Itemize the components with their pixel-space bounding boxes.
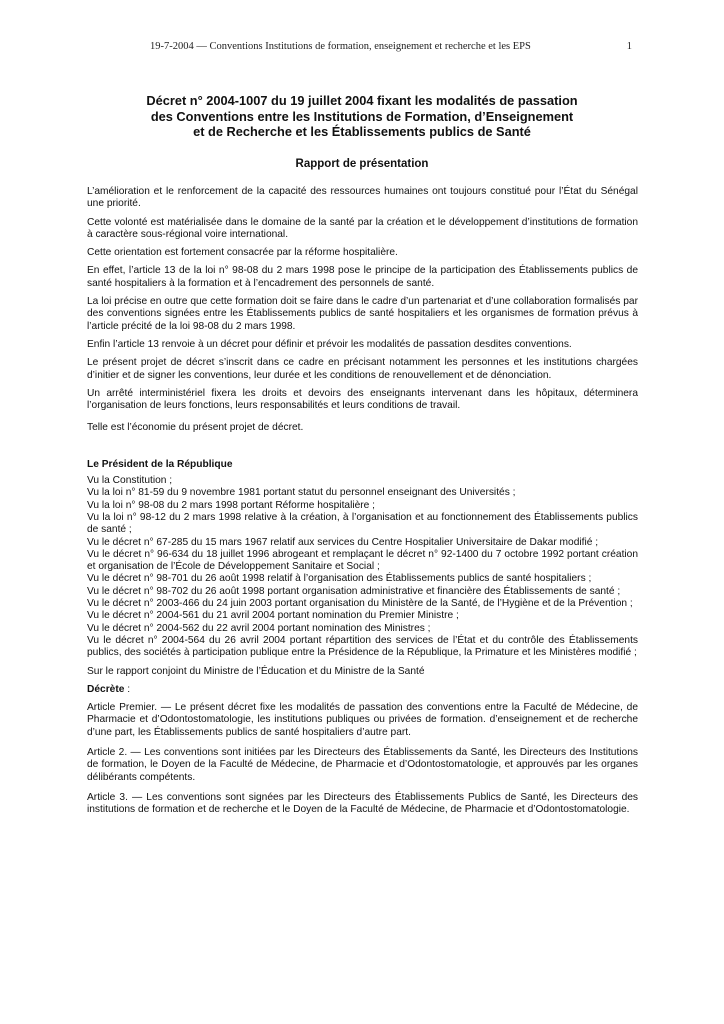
visa-item: Vu le décret n° 2004-562 du 22 avril 2004 portant nomination des Ministres ; [87, 622, 431, 634]
visa-item: Vu le décret n° 2004-561 du 21 avril 2004 portant nomination du Premier Ministre ; [87, 610, 459, 622]
article-2: Article 2. — Les conventions sont initiées par les Directeurs des Établissements da Santé, les Directeurs des Institutions de formation, le Doyen de la Faculté de Médecine, de Pharmacie et d’Odontostomatologie, et approuvés par les organes délibérants compétents. [87, 746, 638, 783]
decrete-colon: : [124, 683, 131, 695]
visa-item: Vu la loi n° 98-12 du 2 mars 1998 relative à la création, à l’organisation et au fonctionnement des Établissements publics de santé ; [87, 511, 638, 536]
title-line: Décret n° 2004-1007 du 19 juillet 2004 fixant les modalités de passation [146, 93, 578, 108]
visa-item: Vu le décret n° 67-285 du 15 mars 1967 relatif aux services du Centre Hospitalier Universitaire de Dakar modifié ; [87, 536, 599, 548]
title-line: des Conventions entre les Institutions de Formation, d’Enseignement [150, 108, 574, 124]
rapport-conjoint: Sur le rapport conjoint du Ministre de l’Éducation et du Ministre de la Santé [87, 665, 425, 677]
decrete-line [87, 684, 638, 696]
document-body [87, 186, 638, 824]
visa-item: Vu la loi n° 98-08 du 2 mars 1998 portant Réforme hospitalière ; [87, 499, 375, 511]
visa-list [87, 475, 638, 659]
report-paragraph: Cette orientation est fortement consacrée par la réforme hospitalière. [87, 247, 398, 259]
report-paragraph: Enfin l’article 13 renvoie à un décret pour définir et prévoir les modalités de passation desdites conventions. [87, 338, 572, 350]
report-paragraph: L’amélioration et le renforcement de la capacité des ressources humaines ont toujours constitué pour l’État du Sénégal une priorité. [87, 186, 638, 210]
report-paragraph: En effet, l’article 13 de la loi n° 98-08 du 2 mars 1998 pose le principe de la participation des Établissements publics de santé hospitaliers à la formation et à l’encadrement des personnels de santé. [87, 265, 638, 289]
visa-item: Vu le décret n° 2004-564 du 26 avril 2004 portant répartition des services de l’État et du contrôle des Établissements publics, des sociétés à participation publique entre la Présidence de la République, la Primature et les Ministères modifié ; [87, 634, 638, 659]
report-paragraph: Un arrêté interministériel fixera les droits et devoirs des enseignants intervenant dans les hôpitaux, déterminera l’organisation de leurs fonctions, leurs responsabilités et leurs conditions de travail. [87, 387, 638, 412]
visa-item: Vu le décret n° 98-701 du 26 août 1998 relatif à l’organisation des Établissements publics de santé hospitaliers ; [87, 573, 592, 585]
article-1: Article Premier. — Le présent décret fixe les modalités de passation des conventions entre la Faculté de Médecine, de Pharmacie et d’Odontostomatologie, les institutions publiques ou privées de formation. d’enseignement et de recherche d’une part, les Établissements publics de santé hospitaliers d’autre part. [87, 702, 638, 738]
page-number: 1 [626, 41, 632, 52]
article-3: Article 3. — Les conventions sont signées par les Directeurs des Établissements Publics de Santé, les Directeurs des institutions de formation et de recherche et le Doyen de la Faculté de Médecine, de Pharmacie et d’Odontostomatologie. [87, 791, 638, 816]
visa-item: Vu le décret n° 2003-466 du 24 juin 2003 portant organisation du Ministère de la Santé, de l’Hygiène et de la Prévention ; [87, 598, 633, 610]
visa-item: Vu la loi n° 81-59 du 9 novembre 1981 portant statut du personnel enseignant des Universités ; [87, 487, 516, 499]
visa-item: Vu le décret n° 96-634 du 18 juillet 1996 abrogeant et remplaçant le décret n° 92-1400 du 7 octobre 1992 portant création et organisation de l’École de Développement Sanitaire et Social ; [87, 548, 638, 573]
report-paragraph: La loi précise en outre que cette formation doit se faire dans le cadre d’un partenariat et d’une collaboration formalisés par des conventions signées entre les Établissements publics de santé hospitaliers et les organismes de formation prévus à l’article précité de la loi 98-08 du 2 mars 1998. [87, 296, 638, 332]
decrete-label: Décrète [87, 683, 125, 695]
decree-title [90, 93, 634, 140]
report-paragraph: Telle est l’économie du présent projet de décret. [87, 422, 304, 434]
visa-item: Vu la Constitution ; [87, 475, 173, 487]
title-line: et de Recherche et les Établissements publics de Santé [193, 124, 531, 139]
president-heading: Le Président de la République [87, 458, 233, 470]
report-paragraph: Le présent projet de décret s’inscrit dans ce cadre en précisant notamment les personnes et les institutions chargées d’initier et de signer les conventions, leur durée et les conditions de renouvellement et de dénonciation. [87, 357, 638, 381]
report-heading: Rapport de présentation [295, 158, 429, 170]
running-header-text: 19-7-2004 — Conventions Institutions de formation, enseignement et recherche et les EPS [150, 41, 531, 52]
visa-item: Vu le décret n° 98-702 du 26 août 1998 portant organisation administrative et financière des Établissements de santé ; [87, 585, 621, 597]
running-header [0, 41, 724, 57]
report-paragraph: Cette volonté est matérialisée dans le domaine de la santé par la création et le développement d’institutions de formation à caractère sous-régional voire international. [87, 216, 638, 240]
